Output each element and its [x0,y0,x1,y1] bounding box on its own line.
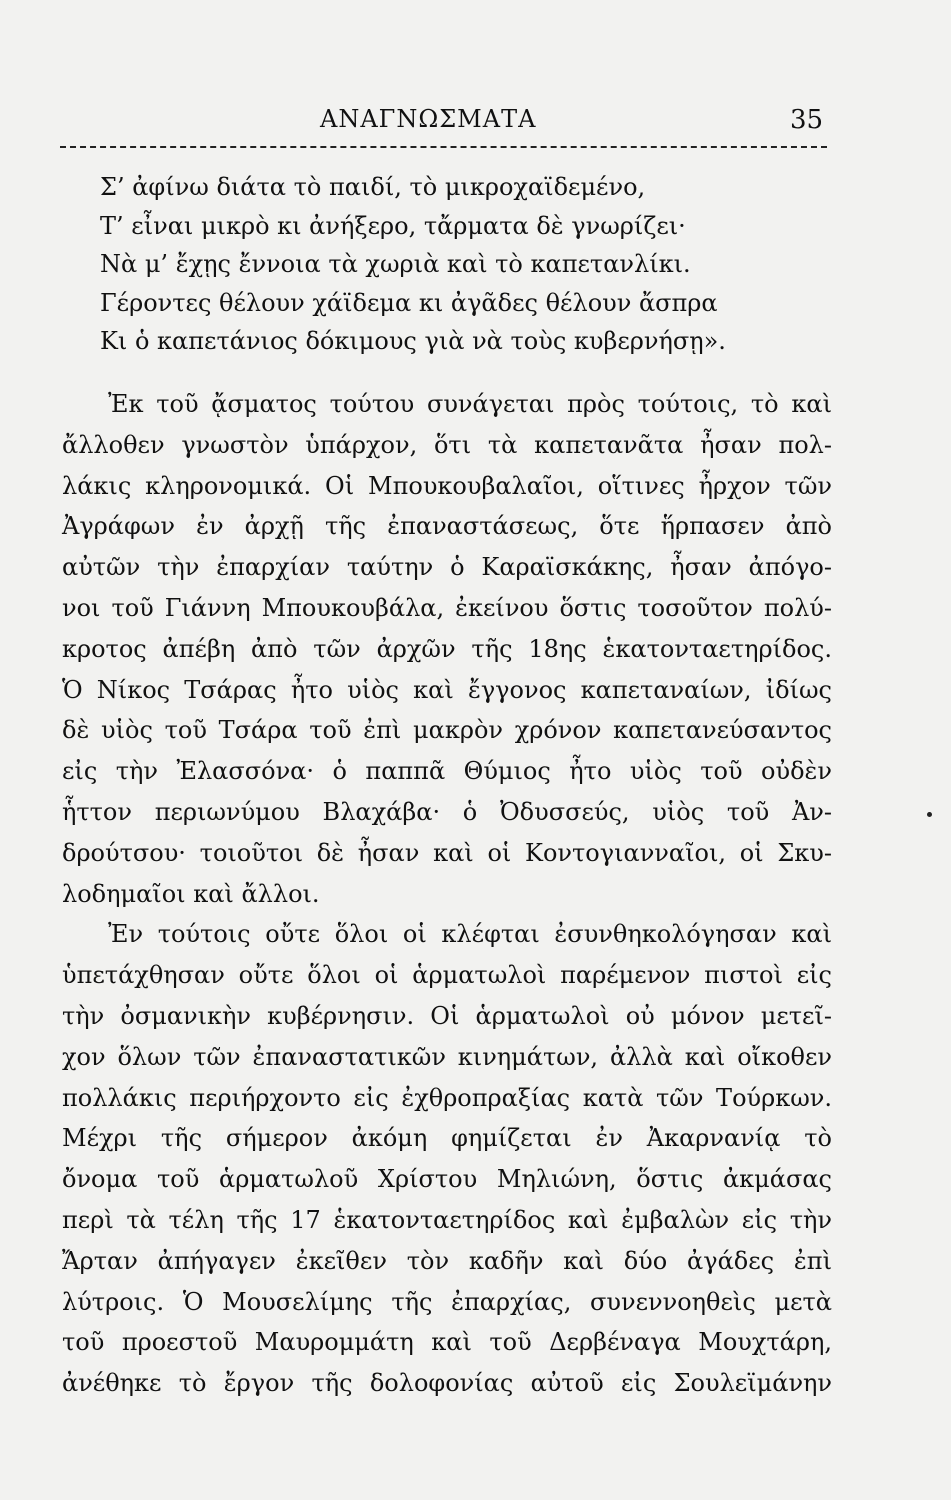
paragraph-line: αὐτῶν τὴν ἐπαρχίαν ταύτην ὁ Καραϊσκάκης, ἦσαν ἀπόγο- [62,553,832,582]
header-rule [60,146,827,148]
poem-stanza [100,168,840,361]
paragraph-line: Ἐκ τοῦ ᾄσματος τούτου συνάγεται πρὸς τούτοις, τὸ καὶ [108,390,832,418]
paragraph-line: πολλάκις περιήρχοντο εἰς ἐχθροπραξίας κατὰ τῶν Τούρκων. [62,1083,832,1112]
poem-line: Γέροντες θέλουν χάϊδεμα κι ἀγᾶδες θέλουν ἄσπρα [100,288,718,317]
poem-line: Τ’ εἶναι μικρὸ κι ἀνήξερο, τἄρματα δὲ γνωρίζει· [100,211,686,240]
paragraph-line: νοι τοῦ Γιάννη Μπουκουβάλα, ἐκείνου ὅστις τοσοῦτον πολύ- [62,593,832,622]
paragraph-line: τοῦ προεστοῦ Μαυρομμάτη καὶ τοῦ Δερβέναγα Μουχτάρη, [62,1328,832,1357]
poem-line: Νὰ μ’ ἔχῃς ἔννοια τὰ χωριὰ καὶ τὸ καπετανλίκι. [100,250,691,278]
paragraph-line: ἄλλοθεν γνωστὸν ὑπάρχον, ὅτι τὰ καπετανᾶτα ἦσαν πολ- [62,430,832,459]
paragraph-line: λάκις κληρονομικά. Οἱ Μπουκουβαλαῖοι, οἵτινες ἦρχον τῶν [62,471,832,500]
paragraph-line: δὲ υἱὸς τοῦ Τσάρα τοῦ ἐπὶ μακρὸν χρόνον καπετανεύσαντος [62,716,832,745]
page-number: 35 [790,105,824,135]
paragraph-line: δρούτσου· τοιοῦτοι δὲ ἦσαν καὶ οἱ Κοντογιανναῖοι, οἱ Σκυ- [62,838,832,867]
ink-speck [927,812,932,817]
paragraph-line: λύτροις. Ὁ Μουσελίμης τῆς ἐπαρχίας, συνεννοηθεὶς μετὰ [62,1287,832,1316]
paragraph-line: Ἄρταν ἀπήγαγεν ἐκεῖθεν τὸν καδῆν καὶ δύο ἀγάδες ἐπὶ [62,1246,832,1275]
poem-line: Σ’ ἀφίνω διάτα τὸ παιδί, τὸ μικροχαϊδεμένο, [100,173,646,201]
paragraph-line: χον ὅλων τῶν ἐπαναστατικῶν κινημάτων, ἀλλὰ καὶ οἴκοθεν [62,1042,832,1071]
paragraph-line: ὄνομα τοῦ ἁρματωλοῦ Χρίστου Μηλιώνη, ὅστις ἀκμάσας [62,1165,832,1194]
running-title: ΑΝΑΓΝΩΣΜΑΤΑ [320,105,537,133]
paragraph-line: ὑπετάχθησαν οὔτε ὅλοι οἱ ἁρματωλοὶ παρέμενον πιστοὶ εἰς [62,961,832,990]
paragraph-line: ἧττον περιωνύμου Βλαχάβα· ὁ Ὀδυσσεύς, υἱὸς τοῦ Ἀν- [62,797,832,826]
body-text [62,384,832,1404]
paragraph-line: εἰς τὴν Ἐλασσόνα· ὁ παππᾶ Θύμιος ἦτο υἱὸς τοῦ οὐδὲν [62,757,832,786]
paragraph-line: ἀνέθηκε τὸ ἔργον τῆς δολοφονίας αὐτοῦ εἰς Σουλεϊμάνην [62,1369,832,1398]
paragraph-line: Μέχρι τῆς σήμερον ἀκόμη φημίζεται ἐν Ἀκαρνανίᾳ τὸ [62,1124,832,1153]
paragraph-line: λοδημαῖοι καὶ ἄλλοι. [62,879,320,908]
poem-line: Κι ὁ καπετάνιος δόκιμους γιὰ νὰ τοὺς κυβερνήσῃ». [100,327,726,355]
paragraph-line: Ὁ Νίκος Τσάρας ἦτο υἱὸς καὶ ἔγγονος καπεταναίων, ἰδίως [62,675,832,704]
paragraph-line: περὶ τὰ τέλη τῆς 17 ἑκατονταετηρίδος καὶ ἐμβαλὼν εἰς τὴν [62,1205,832,1234]
paragraph-line: τὴν ὀσμανικὴν κυβέρνησιν. Οἱ ἁρματωλοὶ οὐ μόνον μετεῖ- [62,1001,832,1030]
paragraph-line: Ἀγράφων ἐν ἀρχῇ τῆς ἐπαναστάσεως, ὅτε ἥρπασεν ἀπὸ [62,512,832,541]
paragraph-line: κροτος ἀπέβη ἀπὸ τῶν ἀρχῶν τῆς 18ης ἑκατονταετηρίδος. [62,634,832,663]
paragraph-line: Ἐν τούτοις οὔτε ὅλοι οἱ κλέφται ἐσυνθηκολόγησαν καὶ [108,920,832,949]
